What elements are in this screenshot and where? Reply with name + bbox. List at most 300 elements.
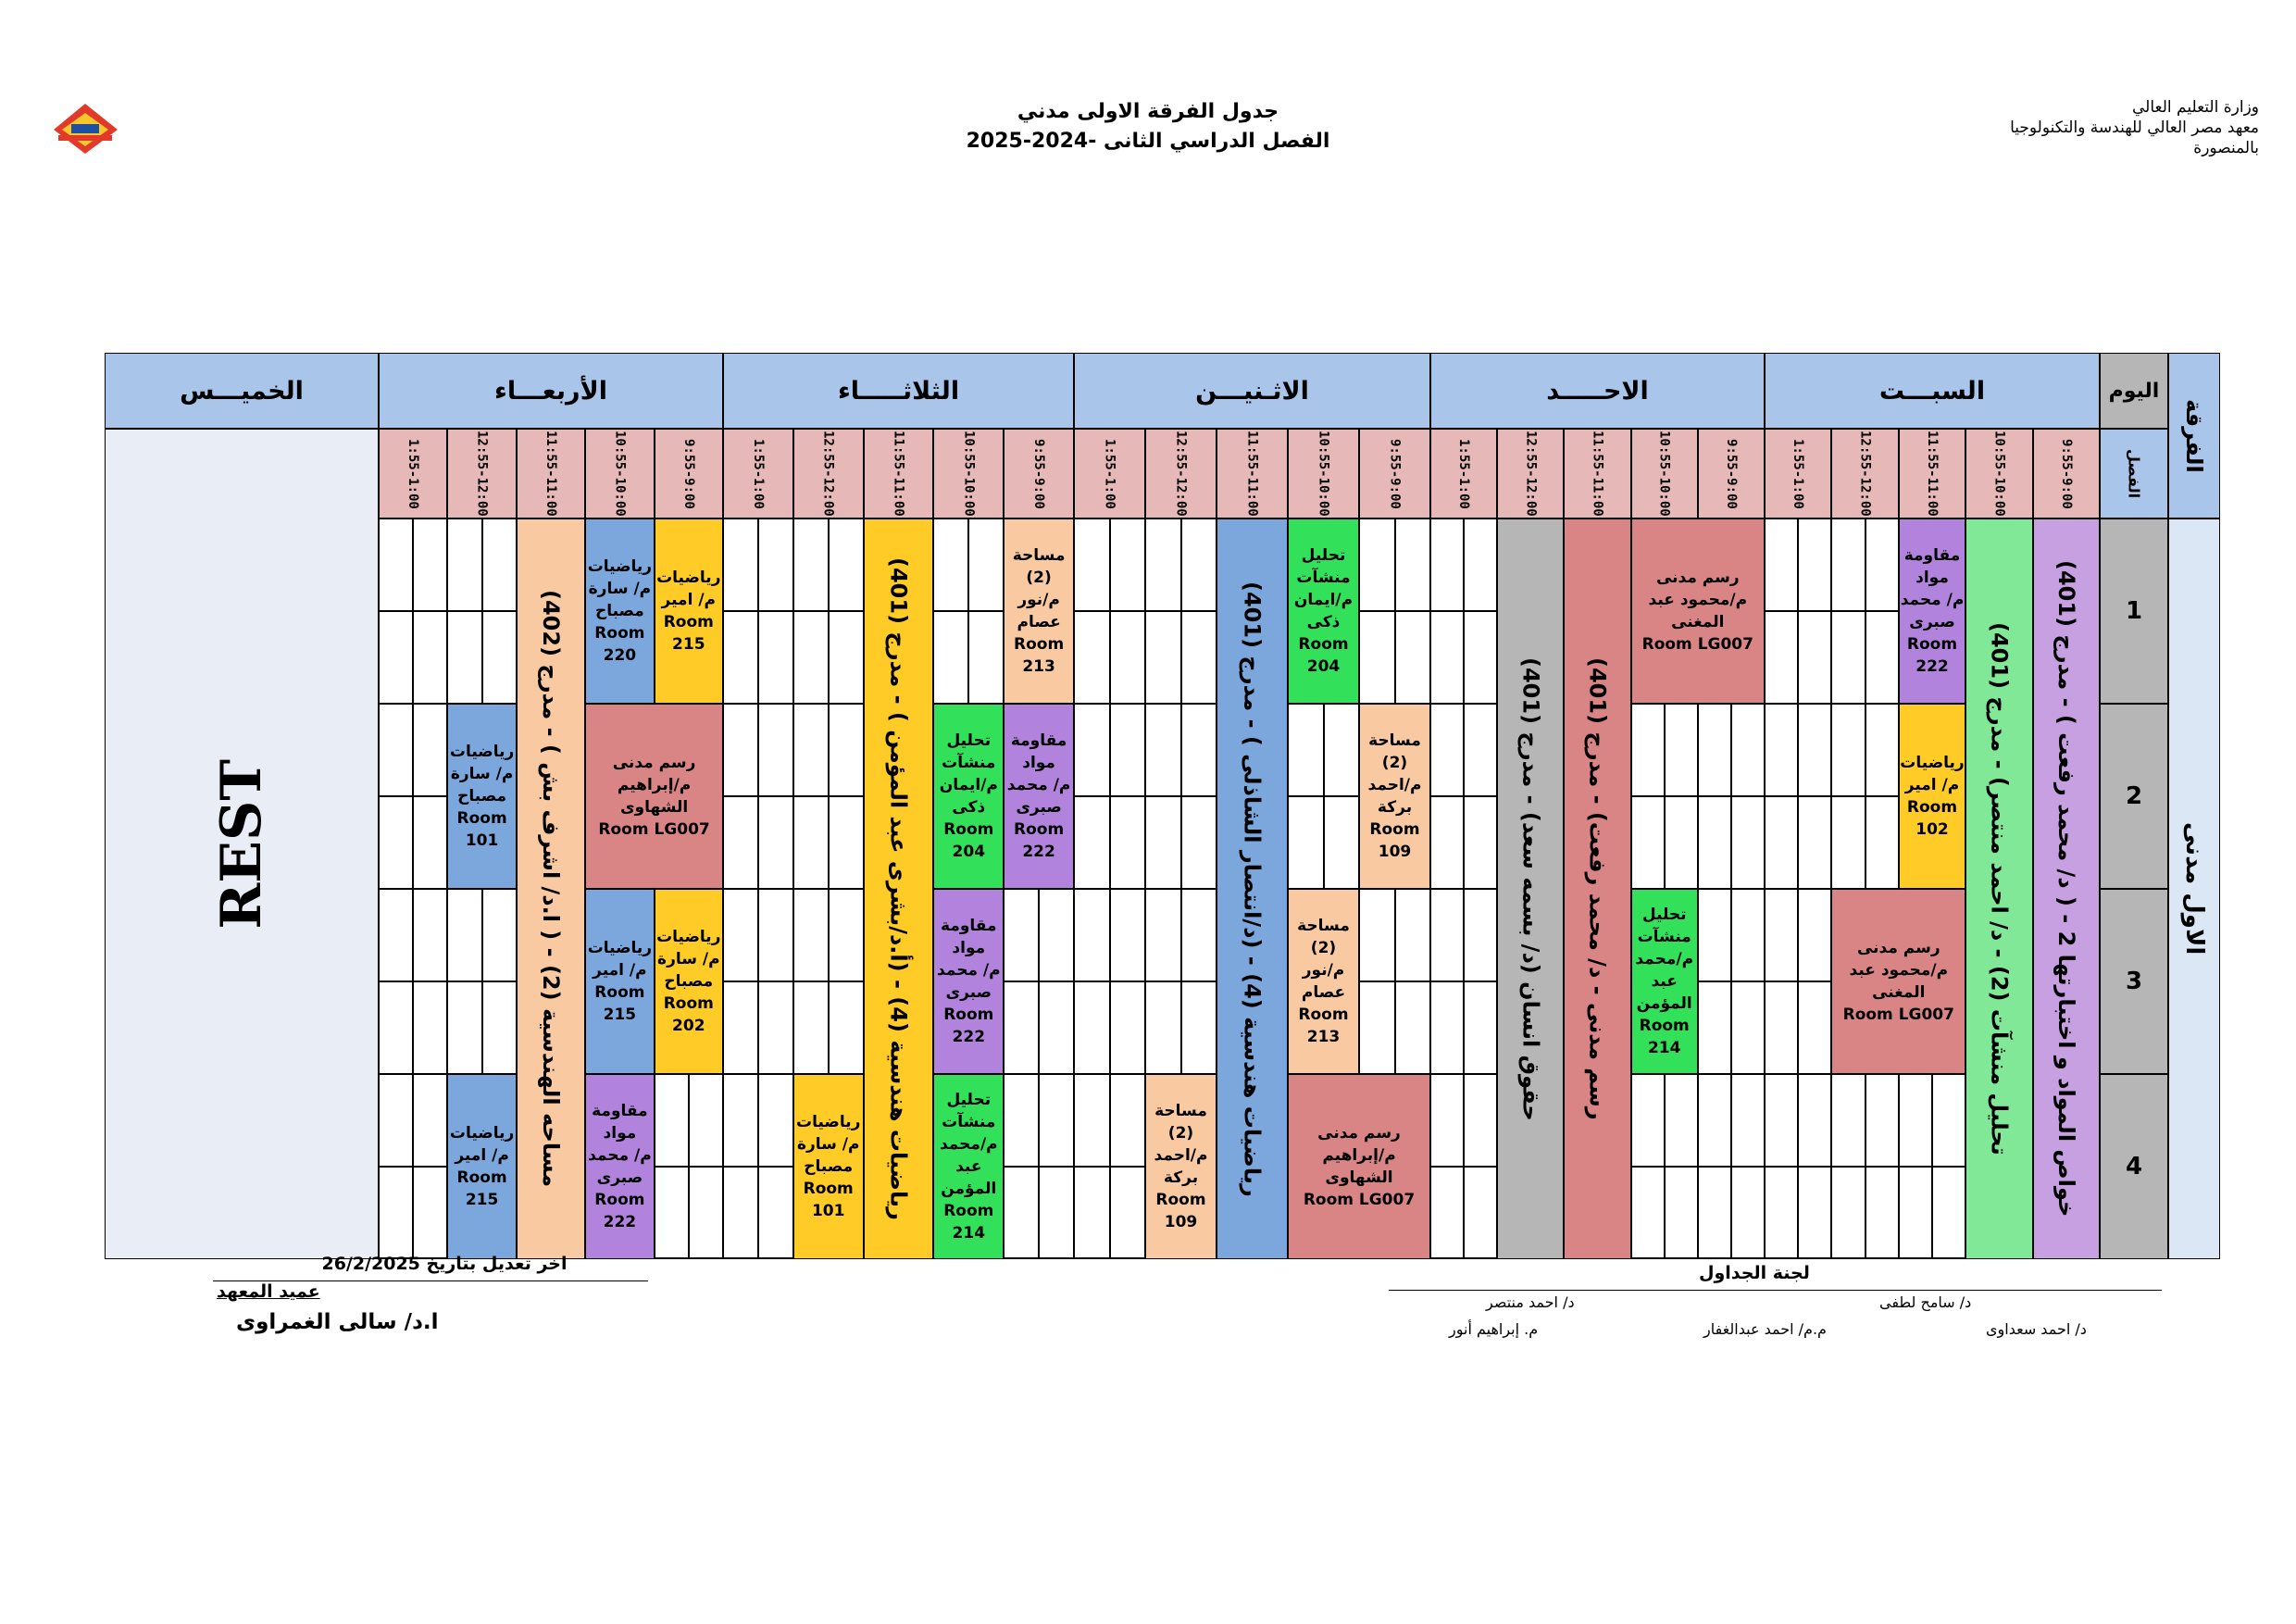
lecture-block — [1217, 518, 1288, 1259]
lab-block-text: مساحة (2) م/نور عصام Room 213 — [1297, 917, 1350, 1046]
committee-title: لجنة الجداول — [1699, 1263, 1810, 1283]
lab-block-text: مقاومة مواد م/ محمد صبرى Room 222 — [937, 917, 1001, 1046]
empty-cell — [1765, 1167, 1798, 1259]
time-slot-label: 11:55-11:00 — [891, 431, 906, 517]
empty-cell — [1765, 1074, 1798, 1167]
empty-cell — [723, 611, 758, 704]
empty-cell — [793, 981, 829, 1074]
empty-cell — [1110, 518, 1146, 611]
empty-cell — [968, 518, 1004, 611]
empty-cell — [1039, 889, 1074, 981]
lecture-block — [1497, 518, 1564, 1259]
empty-cell — [1110, 796, 1146, 889]
empty-cell — [723, 1074, 758, 1167]
lab-block — [1145, 1074, 1217, 1259]
empty-cell — [482, 889, 517, 981]
empty-cell — [689, 1167, 723, 1259]
empty-cell — [1731, 889, 1765, 981]
day-name: الأربعـــاء — [494, 376, 607, 406]
schedule-title-block — [0, 97, 2296, 156]
empty-cell — [1110, 889, 1146, 981]
empty-cell — [1798, 518, 1831, 611]
empty-cell — [1798, 796, 1831, 889]
lab-block-text: رياضيات م/ سارة مصباح Room 220 — [587, 557, 653, 665]
empty-cell — [1798, 1074, 1831, 1167]
period-header-label: الفصل — [2125, 448, 2143, 499]
empty-cell — [1110, 1074, 1146, 1167]
rest-text: REST — [209, 758, 274, 930]
time-slot-label: 9:55-9:00 — [1723, 438, 1739, 509]
lab-block — [585, 704, 723, 889]
time-slot-header — [1359, 429, 1430, 518]
empty-cell — [1665, 796, 1698, 889]
empty-cell — [1932, 1167, 1965, 1259]
empty-cell — [1798, 889, 1831, 981]
empty-cell — [1798, 611, 1831, 704]
period-header — [2100, 429, 2168, 518]
time-slot-header — [793, 429, 864, 518]
empty-cell — [482, 981, 517, 1074]
empty-cell — [1765, 981, 1798, 1074]
empty-cell — [413, 1167, 447, 1259]
semester-title: الفصل الدراسي الثانى -2024-2025 — [966, 130, 1330, 153]
time-slot-header — [585, 429, 654, 518]
lecture-block — [1564, 518, 1630, 1259]
time-slot-header — [2033, 429, 2100, 518]
day-name: الثلاثـــــاء — [837, 376, 960, 406]
empty-cell — [413, 611, 447, 704]
committee-member: م. إبراهيم أنور — [1449, 1320, 1539, 1338]
rest-label — [105, 429, 379, 1259]
empty-cell — [1430, 518, 1464, 611]
time-slot-header — [447, 429, 516, 518]
empty-cell — [1698, 1074, 1731, 1167]
lecture-block-text: حقوق انسان (د/ بسمه سعد) - مدرج (401) — [1517, 656, 1544, 1121]
last-edit-note: اخر تعديل بتاريخ 26/2/2025 — [321, 1254, 568, 1274]
time-slot-label: 10:55-10:00 — [612, 431, 628, 517]
lab-block — [1631, 889, 1698, 1074]
empty-cell — [1464, 1074, 1497, 1167]
empty-cell — [1395, 518, 1431, 611]
empty-cell — [1074, 889, 1110, 981]
empty-cell — [1074, 981, 1110, 1074]
lab-block-text: رياضيات م/ امير Room 215 — [587, 939, 653, 1024]
lab-block-text: مساحة (2) م/نور عصام Room 213 — [1012, 546, 1066, 676]
time-slot-header — [1698, 429, 1765, 518]
lab-block-text: رياضيات م/ سارة مصباح Room 101 — [796, 1113, 861, 1220]
empty-cell — [1798, 704, 1831, 796]
empty-cell — [829, 611, 864, 704]
empty-cell — [1665, 1074, 1698, 1167]
empty-cell — [1039, 1167, 1074, 1259]
footer-divider-right — [1389, 1290, 2162, 1291]
class-header — [2168, 353, 2220, 518]
time-slot-header — [933, 429, 1004, 518]
class-header-label: الفرقة — [2181, 398, 2207, 473]
lab-block — [933, 889, 1004, 1074]
institute-name: معهد مصر العالي للهندسة والتكنولوجيا — [2010, 119, 2259, 137]
empty-cell — [482, 518, 517, 611]
empty-cell — [1665, 1167, 1698, 1259]
empty-cell — [1631, 704, 1665, 796]
empty-cell — [1866, 518, 1899, 611]
lab-block — [585, 518, 654, 704]
time-slot-label: 10:55-10:00 — [961, 431, 977, 517]
lab-block-text: رياضيات م/ امير Room 102 — [1900, 754, 1965, 839]
lab-block-text: رسم مدنى م/محمود عبد المغنى Room LG007 — [1842, 939, 1954, 1024]
empty-cell — [723, 518, 758, 611]
time-slot-label: 11:55-11:00 — [1244, 431, 1260, 517]
empty-cell — [1181, 704, 1217, 796]
section-number-cell — [2100, 518, 2168, 704]
empty-cell — [1831, 1167, 1865, 1259]
section-number: 3 — [2125, 968, 2143, 995]
empty-cell — [1831, 796, 1865, 889]
empty-cell — [1324, 704, 1360, 796]
time-slot-label: 10:55-10:00 — [1991, 431, 2007, 517]
empty-cell — [758, 1167, 793, 1259]
empty-cell — [793, 518, 829, 611]
empty-cell — [1039, 1074, 1074, 1167]
empty-cell — [1145, 981, 1181, 1074]
empty-cell — [829, 518, 864, 611]
empty-cell — [793, 796, 829, 889]
empty-cell — [1395, 611, 1431, 704]
empty-cell — [1074, 611, 1110, 704]
lab-block — [655, 889, 723, 1074]
empty-cell — [1464, 704, 1497, 796]
lab-block — [447, 1074, 516, 1259]
empty-cell — [413, 796, 447, 889]
empty-cell — [1288, 796, 1324, 889]
empty-cell — [723, 704, 758, 796]
empty-cell — [933, 611, 968, 704]
empty-cell — [758, 518, 793, 611]
empty-cell — [1359, 981, 1395, 1074]
empty-cell — [1831, 518, 1865, 611]
empty-cell — [1430, 1074, 1464, 1167]
time-slot-label: 12:55-12:00 — [474, 431, 490, 517]
empty-cell — [1004, 889, 1039, 981]
empty-cell — [1145, 704, 1181, 796]
day-name: السبـــت — [1878, 376, 1986, 406]
day-header-label: اليوم — [2108, 379, 2160, 403]
empty-cell — [1430, 796, 1464, 889]
empty-cell — [1074, 1167, 1110, 1259]
section-number-cell — [2100, 889, 2168, 1074]
empty-cell — [1831, 1074, 1865, 1167]
lab-block — [1631, 518, 1765, 704]
empty-cell — [758, 611, 793, 704]
time-slot-header — [379, 429, 447, 518]
empty-cell — [1074, 518, 1110, 611]
time-slot-label: 12:55-12:00 — [1523, 431, 1539, 517]
empty-cell — [1110, 611, 1146, 704]
empty-cell — [968, 611, 1004, 704]
lab-block — [585, 889, 654, 1074]
ministry-name: وزارة التعليم العالي — [2131, 98, 2259, 117]
lecture-block-text: رياضيات هندسية (4) - (أ.د/بشرى عبد المؤمن ) - مدرج (401) — [885, 557, 912, 1220]
empty-cell — [758, 704, 793, 796]
empty-cell — [1899, 1167, 1932, 1259]
empty-cell — [723, 889, 758, 981]
time-slot-header — [517, 429, 585, 518]
time-slot-header — [1145, 429, 1217, 518]
lab-block-text: رسم مدنى م/محمود عبد المغنى Room LG007 — [1641, 568, 1753, 654]
lecture-block — [2033, 518, 2100, 1259]
time-slot-header — [1430, 429, 1497, 518]
empty-cell — [1074, 1074, 1110, 1167]
empty-cell — [1631, 796, 1665, 889]
empty-cell — [1866, 1167, 1899, 1259]
time-slot-label: 9:55-9:00 — [1031, 438, 1047, 509]
time-slot-label: 1:55-1:00 — [1102, 438, 1117, 509]
empty-cell — [1181, 889, 1217, 981]
empty-cell — [758, 1074, 793, 1167]
empty-cell — [1731, 704, 1765, 796]
time-slot-header — [1217, 429, 1288, 518]
empty-cell — [1464, 981, 1497, 1074]
section-number: 2 — [2125, 782, 2143, 810]
lecture-block-text: رسم مدنى - د/ محمد رفعت) - مدرج (401) — [1584, 657, 1611, 1120]
day-header-3 — [723, 353, 1074, 429]
dean-title: عميد المعهد — [217, 1281, 320, 1302]
empty-cell — [829, 796, 864, 889]
time-slot-header — [723, 429, 793, 518]
lab-block — [1288, 889, 1359, 1074]
day-header-1 — [1430, 353, 1765, 429]
day-header-0 — [1765, 353, 2100, 429]
empty-cell — [1004, 981, 1039, 1074]
empty-cell — [1932, 1074, 1965, 1167]
empty-cell — [379, 611, 413, 704]
empty-cell — [379, 889, 413, 981]
empty-cell — [379, 518, 413, 611]
committee-member: د/ سامح لطفى — [1879, 1293, 1972, 1311]
section-number-cell — [2100, 704, 2168, 889]
empty-cell — [1004, 1074, 1039, 1167]
empty-cell — [413, 889, 447, 981]
time-slot-label: 12:55-12:00 — [1173, 431, 1189, 517]
empty-cell — [1145, 518, 1181, 611]
empty-cell — [447, 611, 481, 704]
lab-block-text: رياضيات م/ سارة مصباح Room 101 — [449, 743, 515, 850]
empty-cell — [1831, 611, 1865, 704]
lab-block — [1288, 518, 1359, 704]
lab-block — [1288, 1074, 1430, 1259]
lab-block — [1359, 704, 1430, 889]
day-header-5 — [105, 353, 379, 429]
empty-cell — [1866, 611, 1899, 704]
empty-cell — [379, 981, 413, 1074]
empty-cell — [655, 1074, 689, 1167]
empty-cell — [379, 1167, 413, 1259]
lecture-block — [864, 518, 934, 1259]
lab-block-text: تحليل منشآت م/ايمان ذكى Room 204 — [939, 731, 998, 861]
empty-cell — [1698, 796, 1731, 889]
empty-cell — [933, 518, 968, 611]
empty-cell — [758, 889, 793, 981]
lab-block-text: تحليل منشآت م/محمد عبد المؤمن Room 214 — [1635, 906, 1694, 1057]
lecture-block — [517, 518, 585, 1259]
time-slot-header — [1899, 429, 1965, 518]
empty-cell — [1181, 611, 1217, 704]
lecture-block — [1965, 518, 2032, 1259]
empty-cell — [1181, 796, 1217, 889]
city-name: بالمنصورة — [2193, 139, 2259, 157]
empty-cell — [1731, 796, 1765, 889]
time-slot-header — [1765, 429, 1831, 518]
time-slot-label: 9:55-9:00 — [680, 438, 696, 509]
empty-cell — [1765, 889, 1798, 981]
empty-cell — [1866, 1074, 1899, 1167]
lab-block-text: تحليل منشآت م/ايمان ذكى Room 204 — [1293, 546, 1354, 676]
time-slot-label: 1:55-1:00 — [406, 438, 421, 509]
empty-cell — [1765, 704, 1798, 796]
empty-cell — [1698, 889, 1731, 981]
empty-cell — [723, 796, 758, 889]
empty-cell — [1765, 518, 1798, 611]
empty-cell — [1464, 518, 1497, 611]
time-slot-label: 1:55-1:00 — [1791, 438, 1806, 509]
empty-cell — [829, 704, 864, 796]
section-number-cell — [2100, 1074, 2168, 1259]
empty-cell — [1145, 796, 1181, 889]
empty-cell — [1110, 981, 1146, 1074]
group-name: الاول مدنى — [2180, 822, 2208, 956]
empty-cell — [413, 518, 447, 611]
committee-member: د/ احمد منتصر — [1486, 1293, 1575, 1311]
empty-cell — [1288, 704, 1324, 796]
time-slot-label: 10:55-10:00 — [1316, 431, 1331, 517]
empty-cell — [1110, 1167, 1146, 1259]
empty-cell — [1359, 611, 1395, 704]
empty-cell — [689, 1074, 723, 1167]
day-name: الاحـــــد — [1546, 376, 1649, 406]
empty-cell — [379, 704, 413, 796]
day-header-2 — [1074, 353, 1430, 429]
day-name: الخميـــس — [180, 376, 304, 406]
empty-cell — [1395, 889, 1431, 981]
empty-cell — [1698, 1167, 1731, 1259]
day-header-4 — [379, 353, 723, 429]
time-slot-header — [1074, 429, 1145, 518]
empty-cell — [1359, 889, 1395, 981]
empty-cell — [1430, 704, 1464, 796]
empty-cell — [723, 981, 758, 1074]
empty-cell — [758, 981, 793, 1074]
time-slot-label: 10:55-10:00 — [1656, 431, 1672, 517]
empty-cell — [1464, 889, 1497, 981]
empty-cell — [1110, 704, 1146, 796]
lab-block-text: مقاومة مواد م/ محمد صبرى Room 222 — [588, 1102, 652, 1231]
empty-cell — [1731, 981, 1765, 1074]
time-slot-label: 9:55-9:00 — [1387, 438, 1403, 509]
lecture-block-text: مساحه الهندسية (2) - ( ا.د/ اشرف بش ) - مدرج (402) — [538, 590, 564, 1188]
empty-cell — [1731, 1167, 1765, 1259]
empty-cell — [1464, 611, 1497, 704]
lab-block-text: رياضيات م/ سارة مصباح Room 202 — [656, 928, 721, 1035]
lab-block — [1004, 518, 1074, 704]
empty-cell — [413, 704, 447, 796]
empty-cell — [1181, 981, 1217, 1074]
time-slot-label: 9:55-9:00 — [2058, 438, 2074, 509]
empty-cell — [447, 981, 481, 1074]
empty-cell — [723, 1167, 758, 1259]
empty-cell — [447, 889, 481, 981]
empty-cell — [1074, 704, 1110, 796]
empty-cell — [1798, 1167, 1831, 1259]
time-slot-label: 11:55-11:00 — [543, 431, 558, 517]
empty-cell — [379, 1074, 413, 1167]
empty-cell — [829, 889, 864, 981]
time-slot-header — [1288, 429, 1359, 518]
schedule-title: جدول الفرقة الاولى مدني — [1017, 100, 1279, 123]
lab-block — [793, 1074, 864, 1259]
lab-block — [1899, 518, 1965, 704]
lab-block — [585, 1074, 654, 1259]
time-slot-header — [864, 429, 934, 518]
empty-cell — [1899, 1074, 1932, 1167]
committee-member: م.م/ احمد عبدالغفار — [1703, 1320, 1827, 1338]
lab-block — [933, 704, 1004, 889]
lab-block — [1831, 889, 1965, 1074]
lab-block — [447, 704, 516, 889]
lab-block — [655, 518, 723, 704]
empty-cell — [1430, 889, 1464, 981]
day-header — [2100, 353, 2168, 429]
empty-cell — [1430, 981, 1464, 1074]
lab-block-text: مقاومة مواد م/ محمد صبرى Room 222 — [1900, 546, 1965, 676]
lecture-block-text: تحليل منشآت (2) - د/ احمد منتصر) - مدرج (401) — [1986, 622, 2013, 1156]
time-slot-label: 11:55-11:00 — [1590, 431, 1605, 517]
empty-cell — [1181, 518, 1217, 611]
empty-cell — [1004, 1167, 1039, 1259]
empty-cell — [1324, 796, 1360, 889]
empty-cell — [1464, 796, 1497, 889]
empty-cell — [1765, 796, 1798, 889]
empty-cell — [1798, 981, 1831, 1074]
lecture-block-text: رياضيات هندسية (4) - (د/انتصار الشاذلى ) - مدرج (401) — [1239, 581, 1266, 1197]
time-slot-label: 11:55-11:00 — [1924, 431, 1940, 517]
empty-cell — [1145, 611, 1181, 704]
empty-cell — [1831, 704, 1865, 796]
lab-block-text: مساحة (2) م/احمد بركة Room 109 — [1154, 1102, 1208, 1231]
lab-block-text: رسم مدنى م/إبراهيم الشهاوى Room LG007 — [1303, 1124, 1416, 1209]
time-slot-header — [655, 429, 723, 518]
time-slot-header — [1497, 429, 1564, 518]
empty-cell — [379, 796, 413, 889]
section-number: 4 — [2125, 1153, 2143, 1181]
lab-block — [1004, 704, 1074, 889]
dean-name: ا.د/ سالى الغمراوى — [236, 1310, 439, 1334]
empty-cell — [793, 889, 829, 981]
empty-cell — [1698, 704, 1731, 796]
time-slot-header — [1965, 429, 2032, 518]
empty-cell — [758, 796, 793, 889]
time-slot-label: 1:55-1:00 — [1456, 438, 1472, 509]
lab-block-text: رسم مدنى م/إبراهيم الشهاوى Room LG007 — [598, 754, 710, 839]
time-slot-label: 1:55-1:00 — [750, 438, 766, 509]
empty-cell — [413, 1074, 447, 1167]
lab-block-text: رياضيات م/ امير Room 215 — [656, 568, 721, 654]
time-slot-header — [1564, 429, 1630, 518]
empty-cell — [1464, 1167, 1497, 1259]
institute-logo — [51, 100, 120, 157]
empty-cell — [1359, 518, 1395, 611]
empty-cell — [1866, 704, 1899, 796]
time-slot-header — [1831, 429, 1898, 518]
